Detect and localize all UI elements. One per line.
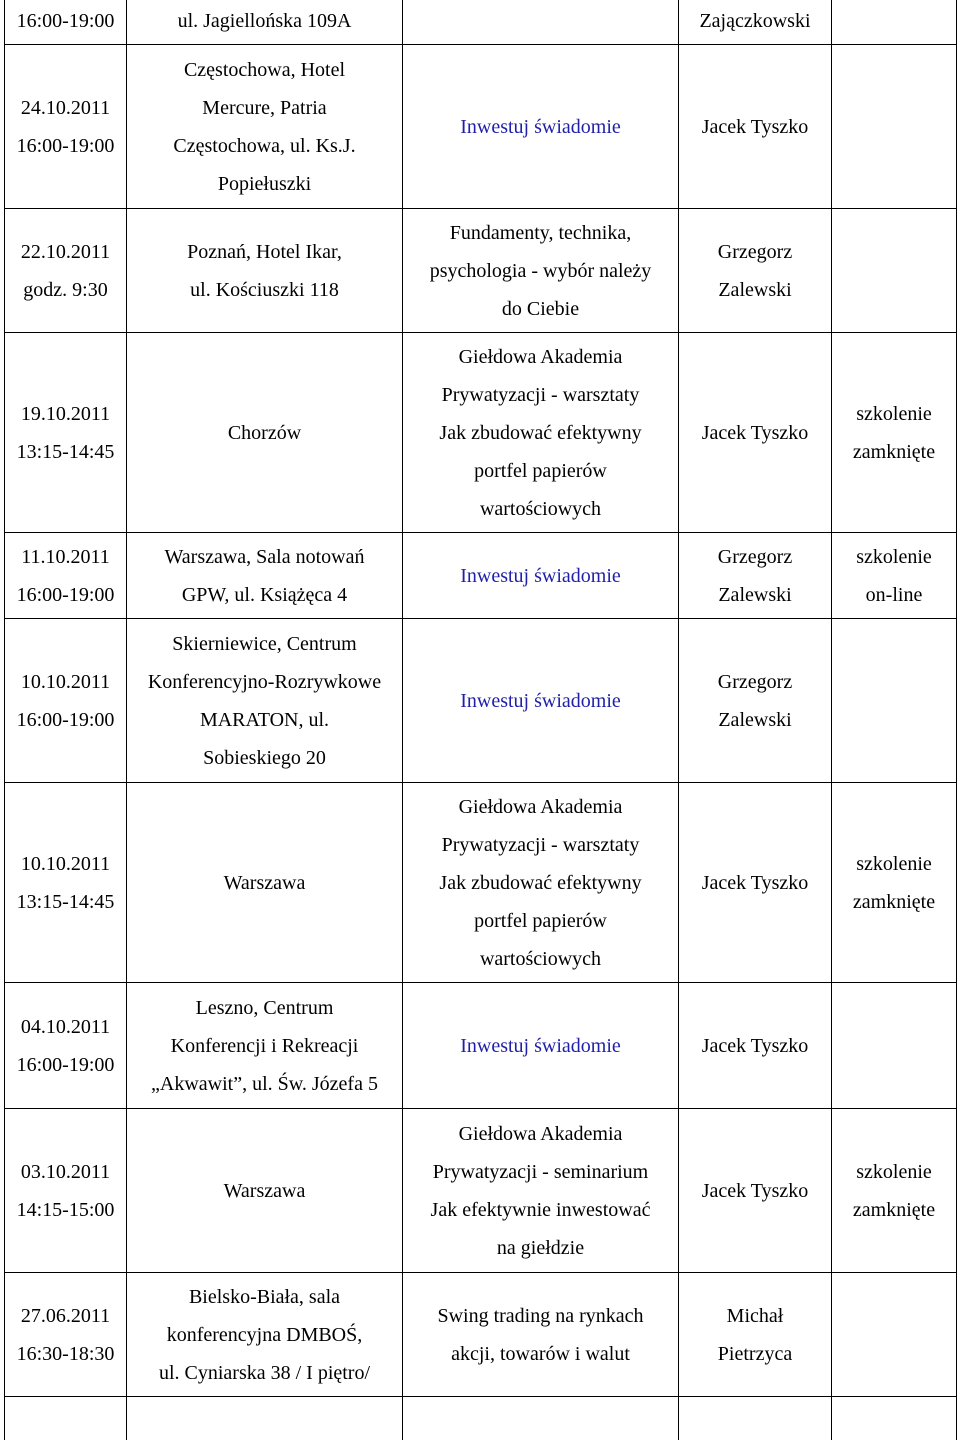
note-line: zamknięte (852, 890, 936, 913)
location-cell (127, 1397, 403, 1440)
topic-cell[interactable] (403, 619, 679, 783)
table-row (5, 0, 957, 45)
date-cell (5, 619, 127, 783)
trainer-line: Jacek Tyszko (701, 1179, 809, 1202)
location-cell (127, 1109, 403, 1273)
location-line: Konferencyjno-Rozrywkowe (147, 670, 382, 693)
topic-line: Giełdowa Akademia (458, 795, 623, 818)
topic-cell (403, 1109, 679, 1273)
topic-line: do Ciebie (501, 297, 580, 320)
date-cell (5, 783, 127, 983)
date-line: 03.10.2011 (20, 1160, 111, 1183)
trainer-line: Michał (726, 1304, 784, 1327)
date-cell (5, 983, 127, 1109)
date-line: 19.10.2011 (20, 402, 111, 425)
location-line: konferencyjna DMBOŚ, (166, 1323, 363, 1346)
topic-cell (403, 0, 679, 45)
trainer-cell (679, 0, 832, 45)
topic-cell[interactable] (403, 45, 679, 209)
note-line: szkolenie (856, 1160, 932, 1183)
date-line: 22.10.2011 (20, 240, 111, 263)
topic-cell (403, 1273, 679, 1397)
topic-line: Giełdowa Akademia (458, 345, 623, 368)
topic-cell (403, 333, 679, 533)
trainer-line: Grzegorz (717, 240, 793, 263)
topic-line: na giełdzie (496, 1236, 585, 1259)
topic-cell (403, 209, 679, 333)
location-cell (127, 209, 403, 333)
topic-cell (403, 1397, 679, 1440)
location-cell (127, 0, 403, 45)
trainer-line: Pietrzyca (717, 1342, 793, 1365)
location-line: Skierniewice, Centrum (172, 632, 357, 655)
date-cell (5, 45, 127, 209)
trainer-cell (679, 619, 832, 783)
date-line: 16:00-19:00 (16, 1053, 115, 1076)
trainer-cell (679, 1273, 832, 1397)
location-line: Częstochowa, Hotel (183, 58, 346, 81)
trainer-line: Jacek Tyszko (701, 1034, 809, 1057)
location-cell (127, 783, 403, 983)
location-line: MARATON, ul. (199, 708, 330, 731)
note-line: on-line (865, 583, 923, 606)
date-line: 14:15-15:00 (16, 1198, 115, 1221)
location-line: Mercure, Patria (202, 96, 327, 119)
table-row (5, 333, 957, 533)
location-line: Konferencji i Rekreacji (170, 1034, 359, 1057)
trainer-cell (679, 783, 832, 983)
table-row (5, 983, 957, 1109)
topic-line: Jak efektywnie inwestować (430, 1198, 651, 1221)
location-cell (127, 1273, 403, 1397)
topic-cell[interactable] (403, 533, 679, 619)
trainer-line: Zalewski (718, 583, 792, 606)
topic-line: wartościowych (479, 947, 602, 970)
location-line: „Akwawit”, ul. Św. Józefa 5 (151, 1072, 378, 1095)
topic-line: Giełdowa Akademia (458, 1122, 623, 1145)
location-line: Sobieskiego 20 (203, 746, 326, 769)
topic-line: Jak zbudować efektywny (439, 421, 642, 444)
date-line: 16:00-19:00 (16, 583, 115, 606)
table-row (5, 619, 957, 783)
location-line: Popiełuszki (217, 172, 312, 195)
date-line: 13:15-14:45 (16, 890, 115, 913)
date-cell (5, 209, 127, 333)
topic-link[interactable]: Inwestuj świadomie (460, 689, 621, 712)
trainer-cell (679, 983, 832, 1109)
location-cell (127, 45, 403, 209)
topic-line: akcji, towarów i walut (451, 1342, 630, 1365)
location-cell (127, 619, 403, 783)
topic-link[interactable]: Inwestuj świadomie (460, 564, 621, 587)
date-line: godz. 9:30 (23, 278, 108, 301)
schedule-body (5, 0, 957, 1440)
date-line: 24.10.2011 (20, 96, 111, 119)
date-line: 27.06.2011 (20, 1304, 111, 1327)
location-line: Częstochowa, ul. Ks.J. (173, 134, 356, 157)
topic-link[interactable]: Inwestuj świadomie (460, 115, 621, 138)
date-cell (5, 1109, 127, 1273)
topic-link[interactable]: Inwestuj świadomie (460, 1034, 621, 1057)
date-cell (5, 0, 127, 45)
topic-line: Prywatyzacji - seminarium (432, 1160, 649, 1183)
date-line: 16:00-19:00 (16, 134, 115, 157)
topic-line: portfel papierów (474, 909, 607, 932)
note-cell (832, 1273, 957, 1397)
location-line: ul. Jagiellońska 109A (177, 9, 352, 32)
table-row (5, 1397, 957, 1440)
topic-line: portfel papierów (474, 459, 607, 482)
table-row (5, 783, 957, 983)
topic-line: Swing trading na rynkach (437, 1304, 644, 1327)
note-line: zamknięte (852, 1198, 936, 1221)
date-line: 10.10.2011 (20, 852, 111, 875)
table-row (5, 45, 957, 209)
trainer-cell (679, 333, 832, 533)
location-cell (127, 983, 403, 1109)
note-line: szkolenie (856, 852, 932, 875)
trainer-cell (679, 1397, 832, 1440)
location-line: ul. Kościuszki 118 (190, 278, 339, 301)
location-line: Warszawa, Sala notowań (164, 545, 365, 568)
note-cell (832, 1109, 957, 1273)
trainer-line: Zalewski (718, 278, 792, 301)
table-row (5, 1109, 957, 1273)
note-cell (832, 783, 957, 983)
date-line: 04.10.2011 (20, 1015, 111, 1038)
location-line: Warszawa (223, 1179, 306, 1202)
trainer-line: Zalewski (718, 708, 792, 731)
trainer-cell (679, 209, 832, 333)
topic-cell (403, 783, 679, 983)
note-cell (832, 533, 957, 619)
trainer-cell (679, 45, 832, 209)
trainer-line: Grzegorz (717, 545, 793, 568)
location-cell (127, 333, 403, 533)
location-line: Poznań, Hotel Ikar, (187, 240, 342, 263)
date-cell (5, 533, 127, 619)
date-line: 16:30-18:30 (16, 1342, 115, 1365)
trainer-cell (679, 533, 832, 619)
trainer-line: Jacek Tyszko (701, 115, 809, 138)
note-cell (832, 1397, 957, 1440)
date-line: 16:00-19:00 (16, 9, 115, 32)
table-row (5, 1273, 957, 1397)
location-line: Leszno, Centrum (195, 996, 334, 1019)
training-schedule-table (4, 0, 957, 1440)
location-line: GPW, ul. Książęca 4 (181, 583, 348, 606)
topic-cell[interactable] (403, 983, 679, 1109)
date-cell (5, 1273, 127, 1397)
trainer-cell (679, 1109, 832, 1273)
note-cell (832, 45, 957, 209)
date-cell (5, 1397, 127, 1440)
topic-line: psychologia - wybór należy (429, 259, 652, 282)
note-cell (832, 209, 957, 333)
trainer-line: Zajączkowski (699, 9, 811, 32)
location-line: ul. Cyniarska 38 / I piętro/ (158, 1361, 371, 1384)
note-cell (832, 619, 957, 783)
note-cell (832, 983, 957, 1109)
trainer-line: Jacek Tyszko (701, 871, 809, 894)
topic-line: wartościowych (479, 497, 602, 520)
date-line: 10.10.2011 (20, 670, 111, 693)
date-line: 16:00-19:00 (16, 708, 115, 731)
location-line: Bielsko-Biała, sala (188, 1285, 341, 1308)
trainer-line: Grzegorz (717, 670, 793, 693)
location-line: Warszawa (223, 871, 306, 894)
trainer-line: Jacek Tyszko (701, 421, 809, 444)
location-cell (127, 533, 403, 619)
note-line: szkolenie (856, 545, 932, 568)
table-row (5, 209, 957, 333)
topic-line: Prywatyzacji - warsztaty (441, 383, 640, 406)
topic-line: Prywatyzacji - warsztaty (441, 833, 640, 856)
date-cell (5, 333, 127, 533)
date-line: 13:15-14:45 (16, 440, 115, 463)
topic-line: Fundamenty, technika, (449, 221, 632, 244)
note-cell (832, 0, 957, 45)
note-cell (832, 333, 957, 533)
note-line: zamknięte (852, 440, 936, 463)
date-line: 11.10.2011 (21, 545, 110, 568)
topic-line: Jak zbudować efektywny (439, 871, 642, 894)
table-row (5, 533, 957, 619)
note-line: szkolenie (856, 402, 932, 425)
location-line: Chorzów (227, 421, 302, 444)
